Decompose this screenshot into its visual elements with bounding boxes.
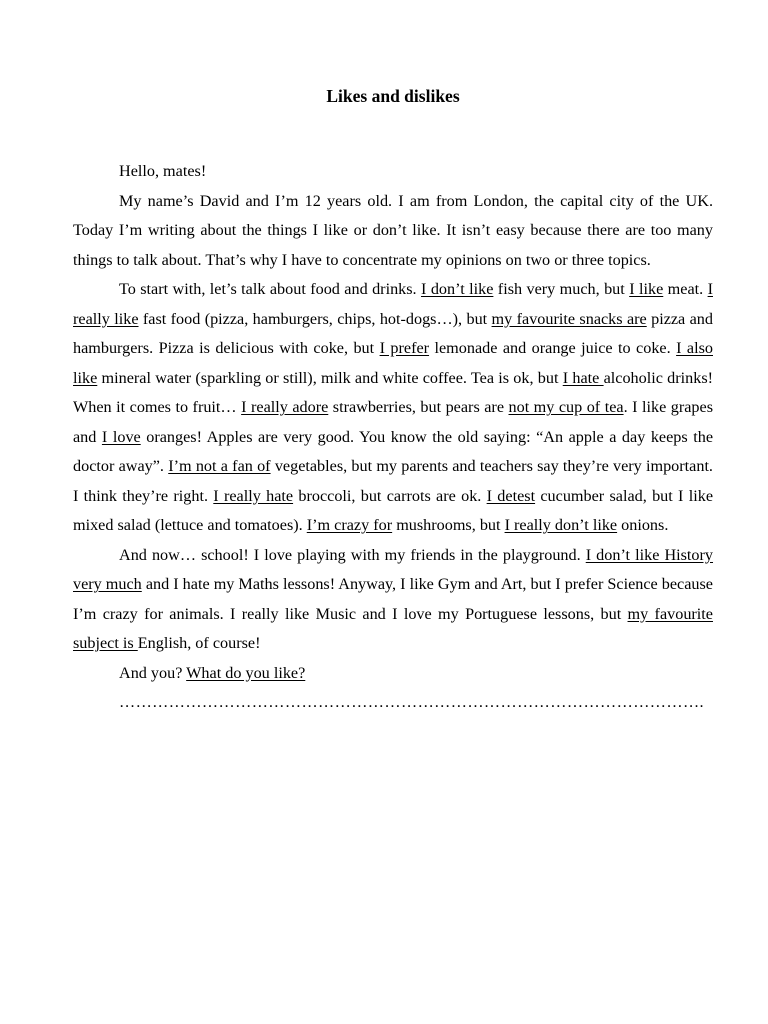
text-run: . I like grapes and <box>73 398 713 446</box>
intro-paragraph: My name’s David and I’m 12 years old. I am from London, the capital city of the UK. Today I’m writing about the things I like or don’t like. It isn’t easy because there are too many things to talk about. That’s why I have to concentrate my opinions on two or three topics. <box>73 191 713 269</box>
answer-dotted-line: ……………………………………………………………………………………………. <box>119 693 705 711</box>
text-run: mushrooms, but <box>392 516 505 534</box>
closing-paragraph <box>73 659 713 689</box>
text-run: broccoli, but carrots are ok. <box>293 486 487 505</box>
underlined-phrase: I really like <box>73 280 713 328</box>
underlined-phrase: What do you like? <box>186 663 306 682</box>
text-run: English, of course! <box>137 634 261 652</box>
text-run: To start with, let’s talk about food and drinks. <box>119 280 422 298</box>
text-run: strawberries, but pears are <box>328 398 509 416</box>
text-run: oranges! Apples are very good. You know the old saying: “An apple a day keeps the doctor away”. <box>73 427 714 475</box>
underlined-phrase: I’m not a fan of <box>168 457 271 475</box>
text-run: mineral water (sparkling or still), milk and white coffee. Tea is ok, but <box>97 368 563 387</box>
document-title: Likes and dislikes <box>326 86 460 106</box>
underlined-phrase: I don’t like <box>421 280 494 298</box>
document-body <box>73 157 713 718</box>
underlined-phrase: I like <box>629 280 664 298</box>
underlined-phrase: I really don’t like <box>504 516 618 534</box>
text-run: onions. <box>617 516 669 534</box>
text-run: meat. <box>663 280 708 298</box>
underlined-phrase: I really hate <box>213 486 294 505</box>
text-run: lemonade and orange juice to coke. <box>429 339 677 357</box>
underlined-phrase: I also like <box>73 339 713 387</box>
text-run: fish very much, but <box>493 280 630 298</box>
underlined-phrase: my favourite snacks are <box>491 309 647 328</box>
text-run: cucumber salad, but I like mixed salad (lettuce and tomatoes). <box>73 486 714 534</box>
underlined-phrase: not my cup of tea <box>508 398 624 416</box>
school-paragraph <box>73 541 713 659</box>
underlined-phrase: I hate <box>562 368 604 387</box>
underlined-phrase: I really adore <box>241 398 329 416</box>
text-run: and I hate my Maths lessons! Anyway, I like Gym and Art, but I prefer Science because I’m crazy for animals. I really like Music and I love my Portuguese lessons, but <box>73 575 713 623</box>
text-run: fast food (pizza, hamburgers, chips, hot-dogs…), but <box>138 309 492 328</box>
underlined-phrase: I’m crazy for <box>306 516 393 534</box>
text-run: And now… school! I love playing with my friends in the playground. <box>119 545 586 564</box>
underlined-phrase: I detest <box>486 486 536 505</box>
food-paragraph <box>73 275 713 541</box>
underlined-phrase: I prefer <box>379 339 430 357</box>
text-run: pizza and hamburgers. Pizza is delicious with coke, but <box>73 309 713 357</box>
greeting-paragraph: Hello, mates! <box>119 162 207 180</box>
text-run: alcoholic drinks! When it comes to fruit… <box>73 368 714 416</box>
underlined-phrase: my favourite subject is <box>73 604 713 652</box>
text-run: vegetables, but my parents and teachers say they’re very important. I think they’re right. <box>73 457 713 505</box>
underlined-phrase: I love <box>101 427 141 446</box>
underlined-phrase: I don’t like History very much <box>73 545 714 593</box>
text-run: And you? <box>119 663 187 682</box>
